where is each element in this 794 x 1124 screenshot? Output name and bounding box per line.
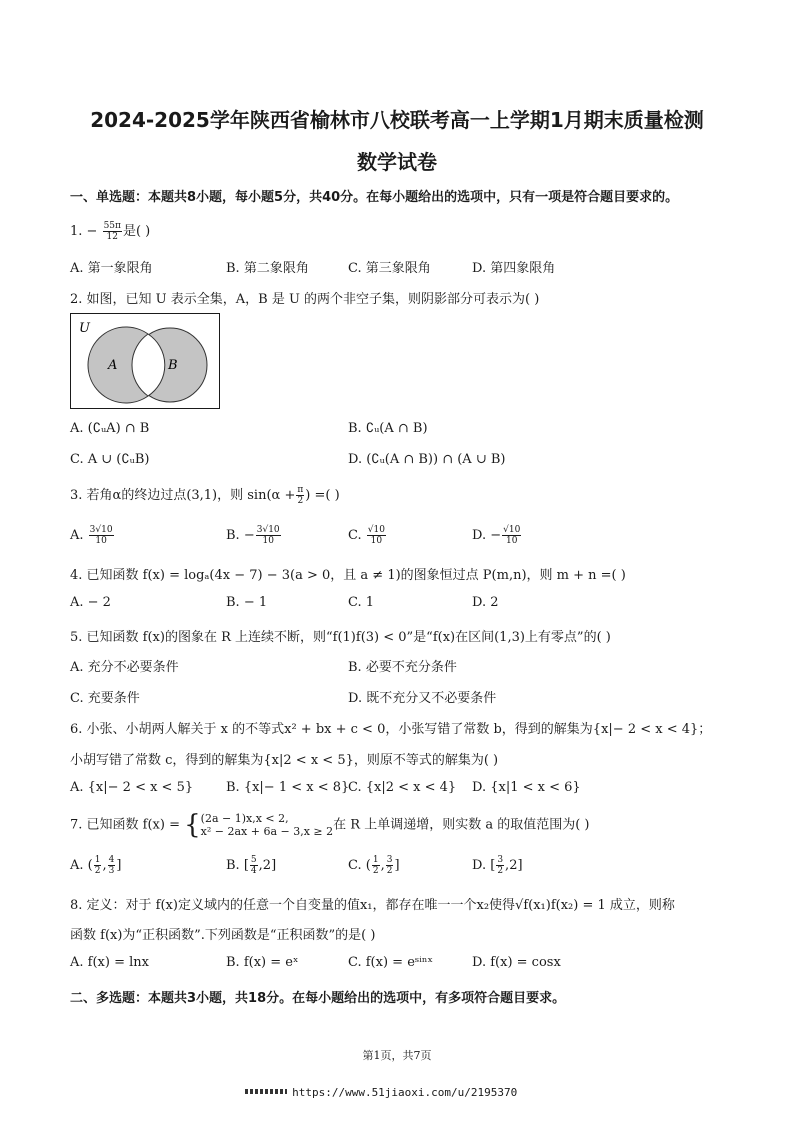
q3-b-top: 3√10 (256, 525, 280, 535)
q3-c-top: √10 (367, 525, 385, 535)
question-4: 4. 已知函数 f(x) = logₐ(4x − 7) − 3(a > 0，且 a ≠ 1)的图象恒过点 P(m,n)，则 m + n =( ) (70, 568, 626, 583)
q3-a-fraction (89, 525, 114, 546)
q3-d-bottom: 10 (506, 536, 518, 546)
q7-case-2: x² − 2ax + 6a − 3,x ≥ 2 (200, 825, 334, 838)
q1-fraction (103, 221, 122, 242)
question-6-line-2: 小胡写错了常数 c，得到的解集为{x|2 < x < 5}，则原不等式的解集为( ) (70, 753, 499, 768)
q7-d-r: ] (517, 858, 523, 873)
doc-title-line1: 2024-2025学年陕西省榆林市八校联考高一上学期1月期末质量检测 (90, 108, 704, 132)
q7-b-frac-1 (250, 855, 258, 876)
q7-b-r: ] (271, 858, 277, 873)
q7-d-l: [ (490, 858, 496, 873)
q7-option-a: A. ( $\frac{1}{2}$ , $\frac{4}{3}$ ] (70, 855, 122, 876)
q8-option-d: D. f(x) = cosx (472, 955, 561, 970)
q7-d-frac-1 (496, 855, 504, 876)
question-6-line-1: 6. 小张、小胡两人解关于 x 的不等式x² + bx + c < 0，小张写错了常数 b，得到的解集为{x|− 2 < x < 4}； (70, 722, 712, 737)
q7-text-2: 在 R 上单调递增，则实数 a 的取值范围为( ) (333, 817, 590, 833)
q1-option-c: C. 第三象限角 (348, 261, 431, 276)
watermark-logo-icon (245, 1089, 287, 1094)
q8-option-c: C. f(x) = eˢⁱⁿˣ (348, 955, 434, 970)
q3-option-c (348, 525, 387, 546)
q3-option-b (226, 525, 282, 546)
q7-option-b: B. [ $\frac{5}{4}$ ,2] (226, 855, 277, 876)
q7-cases (201, 812, 333, 838)
q7-c-t2: 3 (386, 855, 393, 865)
q3-d-sign: − (490, 528, 502, 543)
venn-label-b: B (168, 358, 178, 373)
q8-option-a: A. f(x) = lnx (70, 955, 149, 970)
q7-c-t1: 1 (372, 855, 379, 865)
q3-b-label: B. (226, 528, 240, 543)
watermark (245, 1081, 517, 1100)
q3-a-label: A. (70, 528, 84, 543)
q5-option-c: C. 充要条件 (70, 691, 140, 706)
q7-a-frac-2 (108, 855, 116, 876)
q7-a-frac-1 (94, 855, 102, 876)
q5-option-b: B. 必要不充分条件 (348, 660, 457, 675)
q7-c-r: ] (394, 858, 400, 873)
q1-option-d: D. 第四象限角 (472, 261, 556, 276)
q7-c-label: C. (348, 858, 362, 873)
q7-a-b2: 3 (108, 866, 115, 876)
q1-frac-bottom: 12 (106, 232, 118, 242)
q3-option-a (70, 525, 115, 546)
venn-label-a: A (108, 358, 118, 373)
q7-c-l: ( (365, 858, 371, 873)
question-2: 2. 如图，已知 U 表示全集，A，B 是 U 的两个非空子集，则阴影部分可表示为( ) (70, 292, 540, 307)
q3-b-sign: − (243, 528, 255, 543)
q3-d-label: D. (472, 528, 487, 543)
question-3 (70, 484, 340, 506)
q2-option-c: C. A ∪ (∁ᵤB) (70, 452, 150, 467)
q7-a-r: ] (116, 858, 122, 873)
question-8-line-1: 8. 定义：对于 f(x)定义域内的任意一个自变量的值x₁，都存在唯一一个x₂使得√f(x₁)f(x₂) = 1 成立，则称 (70, 898, 675, 913)
q3-d-fraction (502, 525, 521, 546)
question-7 (70, 812, 590, 838)
q3-text-1: 3. 若角α的终边过点(3,1)，则 sin(α + (70, 488, 296, 503)
q3-fraction (296, 485, 304, 506)
q2-option-b: B. ∁ᵤ(A ∩ B) (348, 421, 428, 436)
q7-a-l: ( (87, 858, 93, 873)
q7-c-b2: 2 (386, 866, 393, 876)
q7-a-label: A. (70, 858, 84, 873)
q1-option-b: B. 第二象限角 (226, 261, 309, 276)
q6-option-b: B. {x|− 1 < x < 8} (226, 780, 350, 795)
q3-option-d (472, 525, 522, 546)
q3-a-top: 3√10 (89, 525, 113, 535)
q3-d-top: √10 (503, 525, 521, 535)
q7-option-d: D. [ $\frac{3}{2}$ ,2] (472, 855, 523, 876)
q7-d-b1: 2 (497, 866, 504, 876)
q7-c-b1: 2 (372, 866, 379, 876)
q3-b-fraction (256, 525, 281, 546)
q5-option-a: A. 充分不必要条件 (70, 660, 179, 675)
q3-c-bottom: 10 (370, 536, 383, 546)
q7-d-t2: 2 (509, 858, 518, 873)
watermark-url[interactable]: https://www.51jiaoxi.com/u/2195370 (292, 1086, 518, 1099)
q7-a-t1: 1 (94, 855, 101, 865)
q7-c-frac-2 (386, 855, 394, 876)
question-8-line-2: 函数 f(x)为“正积函数”.下列函数是“正积函数”的是( ) (70, 928, 376, 943)
q5-option-d: D. 既不充分又不必要条件 (348, 691, 497, 706)
q3-frac-bottom: 2 (297, 496, 304, 506)
q4-option-b: B. − 1 (226, 595, 268, 610)
q7-b-b1: 4 (250, 866, 257, 876)
question-5: 5. 已知函数 f(x)的图象在 R 上连续不断，则“f(1)f(3) < 0”是“f(x)在区间(1,3)上有零点”的( ) (70, 630, 611, 645)
q6-option-c: C. {x|2 < x < 4} (348, 780, 457, 795)
q7-b-t2: 2 (262, 858, 272, 873)
q7-d-t1: 3 (497, 855, 504, 865)
q3-c-fraction (367, 525, 386, 546)
section-2-heading: 二、多选题：本题共3小题，共18分。在每小题给出的选项中，有多项符合题目要求。 (70, 991, 566, 1006)
q1-tail: 是( ) (122, 224, 151, 239)
q6-option-a: A. {x|− 2 < x < 5} (70, 780, 194, 795)
q7-text-1: 7. 已知函数 f(x) = (70, 817, 180, 833)
q4-option-a: A. − 2 (70, 595, 111, 610)
q1-option-a: A. 第一象限角 (70, 261, 153, 276)
doc-title-line2: 数学试卷 (357, 150, 437, 174)
q7-b-label: B. (226, 858, 240, 873)
q6-option-d: D. {x|1 < x < 6} (472, 780, 581, 795)
q1-frac-top: 55π (103, 221, 121, 231)
q1-number: 1. (70, 224, 83, 239)
q3-text-2: ) =( ) (305, 488, 340, 503)
venn-label-u: U (79, 321, 90, 336)
q2-option-d: D. (∁ᵤ(A ∩ B)) ∩ (A ∪ B) (348, 452, 506, 467)
q3-frac-top: π (297, 485, 304, 495)
q7-option-c: C. ( $\frac{1}{2}$ , $\frac{3}{2}$ ] (348, 855, 400, 876)
q7-b-l: [ (243, 858, 249, 873)
q7-d-label: D. (472, 858, 487, 873)
q4-option-d: D. 2 (472, 595, 499, 610)
q8-option-b: B. f(x) = eˣ (226, 955, 299, 970)
page-footer: 第1页，共7页 (362, 1049, 432, 1062)
q7-a-t2: 4 (108, 855, 115, 865)
q7-c-frac-1 (372, 855, 380, 876)
question-1: 1. − $\frac{55\pi}{12}$ 是( ) (70, 221, 151, 242)
q3-b-bottom: 10 (262, 536, 274, 546)
q7-case-1: (2a − 1)x,x < 2, (200, 812, 289, 825)
q2-option-a: A. (∁ᵤA) ∩ B (70, 421, 150, 436)
q7-b-t1: 5 (250, 855, 257, 865)
q3-a-bottom: 10 (95, 536, 107, 546)
q3-c-label: C. (348, 528, 362, 543)
q4-option-c: C. 1 (348, 595, 375, 610)
q7-brace: { (184, 810, 201, 840)
q7-a-b1: 2 (94, 866, 101, 876)
venn-diagram (70, 313, 220, 409)
section-1-heading: 一、单选题：本题共8小题，每小题5分，共40分。在每小题给出的选项中，只有一项是符合题目要求的。 (70, 190, 679, 205)
